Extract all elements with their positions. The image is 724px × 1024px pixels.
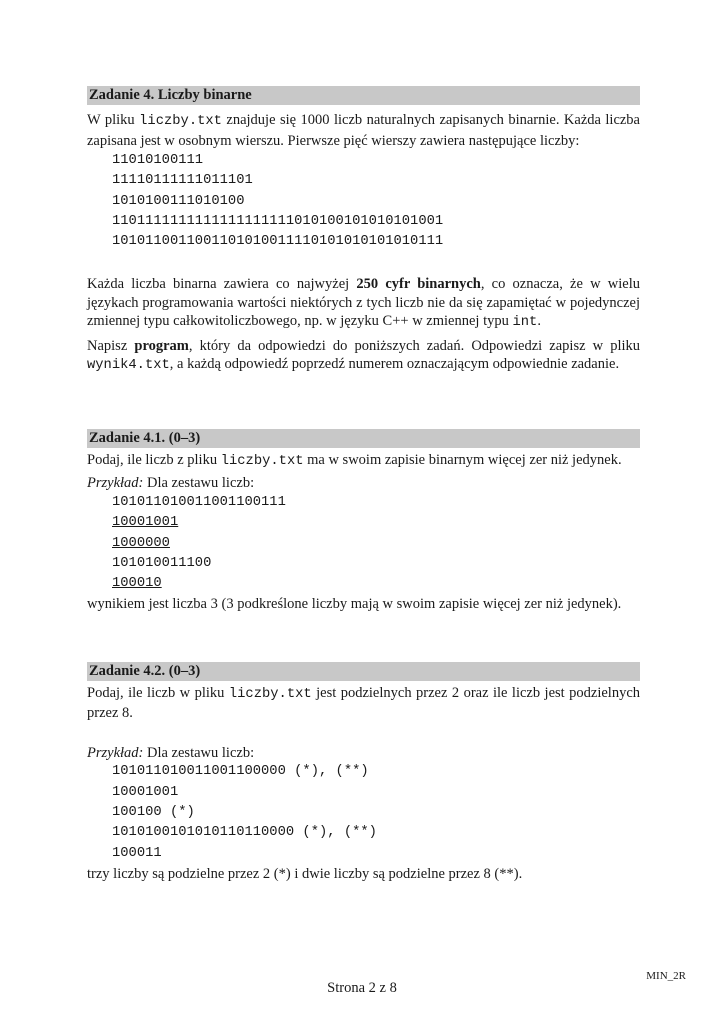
- binary-number: 1010110011001101010011110101010101010111: [112, 234, 444, 250]
- binary-number: 11110111111011101: [112, 173, 253, 189]
- binary-number-underlined: 10001001: [112, 515, 179, 531]
- binary-number: 101010011100: [112, 555, 212, 571]
- task-4-limit-paragraph: Każda liczba binarna zawiera co najwyżej 250 cyfr binarnych, co oznacza, że w wielu językach programowania wartości niektórych z tych liczb nie da się zapamiętać w pojedynczej zmiennej typu całkowitoliczbowego, np. w języku C++ w zmiennej typu int.: [87, 276, 640, 331]
- task-4-2-example-intro: Przykład: Dla zestawu liczb:: [87, 744, 255, 761]
- binary-number: 11010100111: [112, 153, 204, 168]
- task-4-2-numbers: [87, 762, 640, 863]
- exam-code: MIN_2R: [646, 970, 686, 982]
- binary-number: 1010100111010100: [112, 193, 245, 209]
- task-4-1-heading: Zadanie 4.1. (0–3): [87, 429, 640, 448]
- binary-number: 100011: [112, 845, 162, 861]
- task-4-numbers: [87, 151, 640, 252]
- task-4-instructions: Napisz program, który da odpowiedzi do poniższych zadań. Odpowiedzi zapisz w pliku wynik4.txt, a każdą odpowiedź poprzedź numerem oznaczającym odpowiednie zadanie.: [87, 337, 641, 374]
- filename-liczby: liczby.txt: [228, 686, 312, 702]
- code-int: int: [512, 315, 538, 331]
- binary-number-underlined: 1000000: [112, 535, 170, 551]
- binary-number: 10001001: [112, 784, 179, 800]
- binary-number-underlined: 100010: [112, 576, 162, 592]
- task-4-2-result: trzy liczby są podzielne przez 2 (*) i dwie liczby są podzielne przez 8 (**).: [87, 865, 523, 882]
- task-4-1-result: wynikiem jest liczba 3 (3 podkreślone liczby mają w swoim zapisie więcej zer niż jedynek).: [87, 596, 622, 613]
- task-4-heading: Zadanie 4. Liczby binarne: [87, 86, 640, 105]
- task-4-1-numbers: [87, 493, 640, 594]
- page-number: Strona 2 z 8: [327, 980, 397, 996]
- task-4-intro: W pliku liczby.txt znajduje się 1000 liczb naturalnych zapisanych binarnie. Każda liczba zapisana jest w osobnym wierszu. Pierwsze pięć wierszy zawiera następujące liczby:: [87, 112, 640, 149]
- task-4-2-text: Podaj, ile liczb w pliku liczby.txt jest podzielnych przez 2 oraz ile liczb jest podzielnych przez 8.: [87, 684, 640, 722]
- filename-liczby: liczby.txt: [139, 114, 222, 129]
- binary-number: 101011010011001100111: [112, 494, 286, 510]
- exam-page: [87, 86, 640, 883]
- filename-wynik: wynik4.txt: [87, 358, 170, 374]
- binary-number: 1101111111111111111111010100101010101001: [112, 213, 444, 229]
- binary-number: 101011010011001100000 (*), (**): [112, 764, 369, 780]
- filename-liczby: liczby.txt: [220, 453, 304, 469]
- task-4-1-example-intro: Przykład: Dla zestawu liczb:: [87, 475, 255, 492]
- binary-number: 100100 (*): [112, 805, 195, 821]
- task-4-2-heading: Zadanie 4.2. (0–3): [87, 662, 640, 681]
- binary-number: 1010100101010110110000 (*), (**): [112, 825, 377, 841]
- task-4-1-text: Podaj, ile liczb z pliku liczby.txt ma w swoim zapisie binarnym więcej zer niż jedynek.: [87, 451, 622, 469]
